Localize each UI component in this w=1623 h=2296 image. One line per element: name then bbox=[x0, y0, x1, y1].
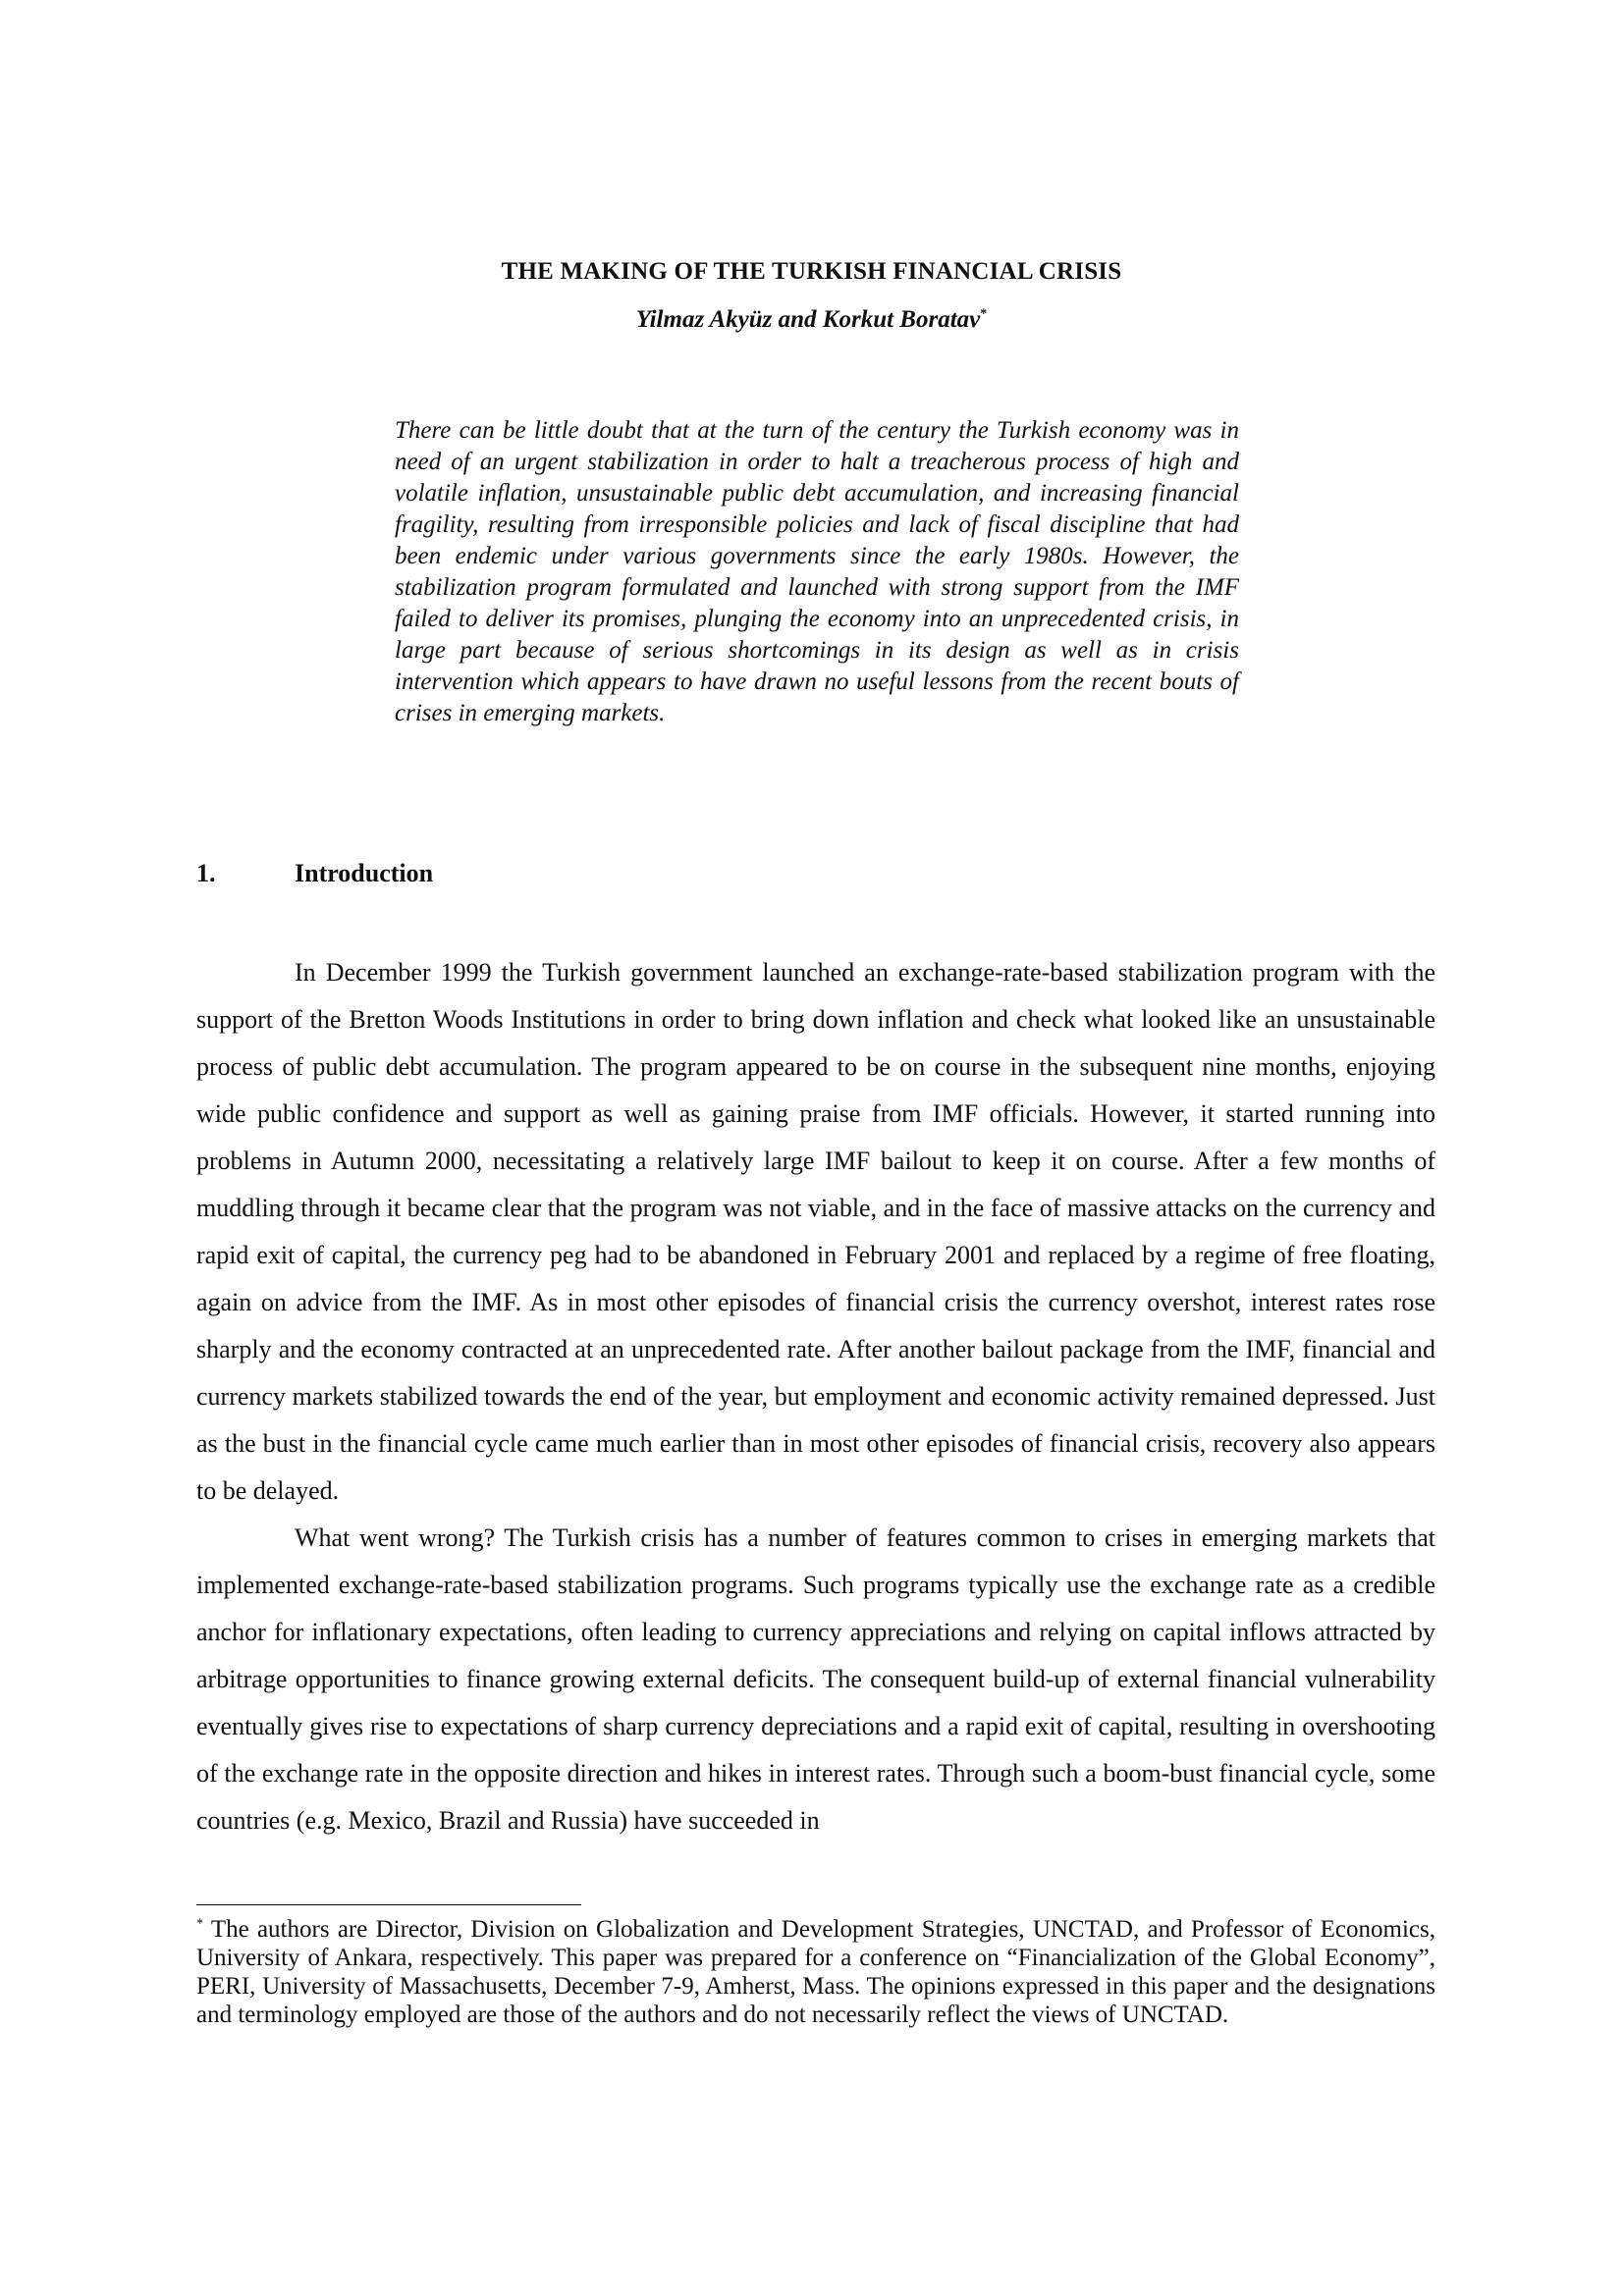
section-title: Introduction bbox=[295, 859, 434, 887]
body-text bbox=[196, 949, 1435, 1844]
author-names: Yilmaz Akyüz and Korkut Boratav bbox=[635, 306, 981, 333]
footnote-mark: * bbox=[196, 1916, 203, 1932]
footnote-text: The authors are Director, Division on Globalization and Development Strategies, UNCTAD, and Professor of Economics, University of Ankara, respectively. This paper was prepared for a conference on “Financialization of the Global Economy”, PERI, University of Massachusetts, December 7-9, Amherst, Mass. The opinions expressed in this paper and the designations and terminology employed are those of the authors and do not necessarily reflect the views of UNCTAD. bbox=[196, 1916, 1435, 2028]
footnote bbox=[196, 1915, 1435, 2029]
footnote-divider bbox=[196, 1904, 581, 1905]
section-number: 1. bbox=[196, 859, 216, 887]
author-line bbox=[0, 306, 1623, 334]
author-footnote-mark: * bbox=[980, 306, 988, 322]
abstract: There can be little doubt that at the turn of the century the Turkish economy was in need of an urgent stabilization in order to halt a treacherous process of high and volatile inflation, unsustainable public debt accumulation, and increasing financial fragility, resulting from irresponsible policies and lack of fiscal discipline that had been endemic under various governments since the early 1980s. However, the stabilization program formulated and launched with strong support from the IMF failed to deliver its promises, plunging the economy into an unprecedented crisis, in large part because of serious shortcomings in its design as well as in crisis intervention which appears to have drawn no useful lessons from the recent bouts of crises in emerging markets. bbox=[395, 417, 1239, 726]
paragraph: In December 1999 the Turkish government launched an exchange-rate-based stabilization program with the support of the Bretton Woods Institutions in order to bring down inflation and check what looked like an unsustainable process of public debt accumulation. The program appeared to be on course in the subsequent nine months, enjoying wide public confidence and support as well as gaining praise from IMF officials. However, it started running into problems in Autumn 2000, necessitating a relatively large IMF bailout to keep it on course. After a few months of muddling through it became clear that the program was not viable, and in the face of massive attacks on the currency and rapid exit of capital, the currency peg had to be abandoned in February 2001 and replaced by a regime of free floating, again on advice from the IMF. As in most other episodes of financial crisis the currency overshot, interest rates rose sharply and the economy contracted at an unprecedented rate. After another bailout package from the IMF, financial and currency markets stabilized towards the end of the year, but employment and economic activity remained depressed. Just as the bust in the financial cycle came much earlier than in most other episodes of financial crisis, recovery also appears to be delayed. bbox=[196, 958, 1435, 1505]
paper-title: THE MAKING OF THE TURKISH FINANCIAL CRISIS bbox=[501, 258, 1122, 285]
section-heading bbox=[196, 859, 433, 888]
paragraph: What went wrong? The Turkish crisis has a number of features common to crises in emerging markets that implemented exchange-rate-based stabilization programs. Such programs typically use the exchange rate as a credible anchor for inflationary expectations, often leading to currency appreciations and relying on capital inflows attracted by arbitrage opportunities to finance growing external deficits. The consequent build-up of external financial vulnerability eventually gives rise to expectations of sharp currency depreciations and a rapid exit of capital, resulting in overshooting of the exchange rate in the opposite direction and hikes in interest rates. Through such a boom-bust financial cycle, some countries (e.g. Mexico, Brazil and Russia) have succeeded in bbox=[196, 1523, 1435, 1835]
